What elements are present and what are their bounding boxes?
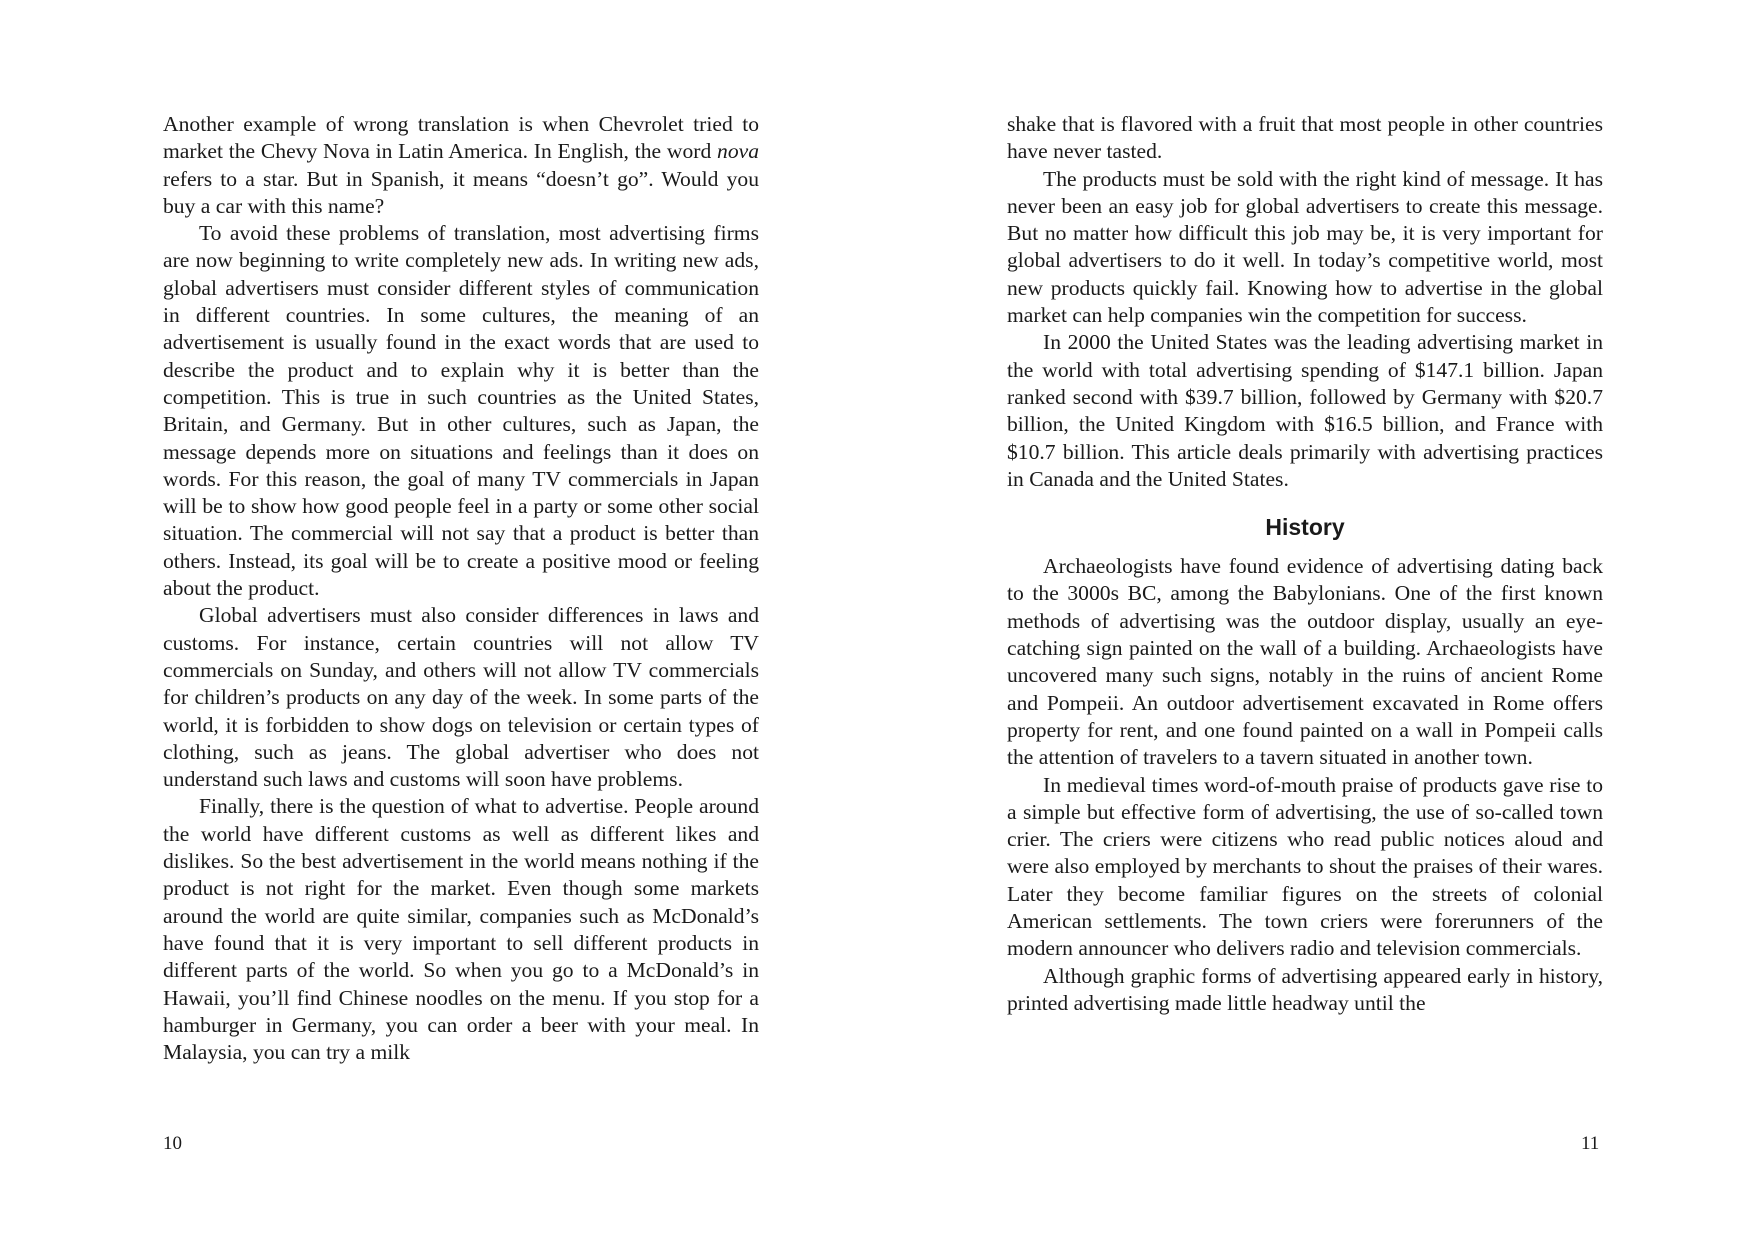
page-number-left: 10 <box>163 1133 182 1154</box>
paragraph-laws-customs: Global advertisers must also consider differences in laws and customs. For instance, certain countries will not allow TV commercials on Sunday, and others will not allow TV commercials for children’s products on any day of the week. In some parts of the world, it is forbidden to show dogs on television or certain types of clothing, such as jeans. The global advertiser who does not understand such laws and customs will soon have problems. <box>163 603 759 792</box>
paragraph-right-message: The products must be sold with the right kind of message. It has never been an easy job for global advertisers to create this message. But no matter how difficult this job may be, it is very important for global advertisers to do it well. In today’s competitive world, most new products quickly fail. Knowing how to advertise in the global market can help companies win the competition for success. <box>1007 166 1603 328</box>
italic-word: nova <box>717 139 759 164</box>
right-page <box>1007 111 1603 1017</box>
paragraph-town-crier: In medieval times word-of-mouth praise of products gave rise to a simple but effective form of advertising, the use of so-called town crier. The criers were citizens who read public notices aloud and were also employed by merchants to shout the praises of their wares. Later they become familiar figures on the streets of colonial American settlements. The town criers were forerunners of the modern announcer who delivers radio and television commercials. <box>1007 772 1603 961</box>
paragraph-translation-problems: To avoid these problems of translation, most advertising firms are now beginning to write completely new ads. In writing new ads, global advertisers must consider different styles of communication in different countries. In some cultures, the meaning of an advertisement is usually found in the exact words that are used to describe the product and to explain why it is better than the competition. This is true in such countries as the United States, Britain, and Germany. But in other cultures, such as Japan, the message depends more on situations and feelings than it does on words. For this reason, the goal of many TV commercials in Japan will be to show how good people feel in a party or some other social situation. The commercial will not say that a product is better than others. Instead, its goal will be to create a positive mood or feeling about the product. <box>163 221 759 601</box>
paragraph-text: Another example of wrong translation is when Chevrolet tried to market the Chevy Nova in Latin America. In English, the word <box>163 112 759 164</box>
paragraph-archaeologists: Archaeologists have found evidence of advertising dating back to the 3000s BC, among the Babylonians. One of the first known methods of advertising was the outdoor display, usually an eye-catching sign painted on the wall of a building. Archaeologists have uncovered many such signs, notably in the ruins of ancient Rome and Pompeii. An outdoor advertisement excavated in Rome offers property for rent, and one found painted on a wall in Pompeii calls the attention of travelers to a tavern situated in another town. <box>1007 554 1603 770</box>
section-title-history: History <box>1265 514 1345 541</box>
paragraph-what-to-advertise: Finally, there is the question of what to advertise. People around the world have different customs as well as different likes and dislikes. So the best advertisement in the world means nothing if the product is not right for the market. Even though some markets around the world are quite similar, companies such as McDonald’s have found that it is very important to sell different products in different parts of the world. So when you go to a McDonald’s in Hawaii, you’ll find Chinese noodles on the menu. If you stop for a hamburger in Germany, you can order a beer with your meal. In Malaysia, you can try a milk <box>163 794 759 1065</box>
paragraph-printed-advertising: Although graphic forms of advertising appeared early in history, printed advertising made little headway until the <box>1007 963 1603 1015</box>
paragraph-chevy-nova <box>163 111 759 220</box>
paragraph-text: refers to a star. But in Spanish, it means “doesn’t go”. Would you buy a car with this name? <box>163 166 759 218</box>
paragraph-spending-stats: In 2000 the United States was the leading advertising market in the world with total advertising spending of $147.1 billion. Japan ranked second with $39.7 billion, followed by Germany with $20.7 billion, the United Kingdom with $16.5 billion, and France with $10.7 billion. This article deals primarily with advertising practices in Canada and the United States. <box>1007 330 1603 491</box>
page-number-right: 11 <box>1581 1133 1600 1154</box>
paragraph-continuation: shake that is flavored with a fruit that most people in other countries have never tasted. <box>1007 112 1603 164</box>
left-page <box>163 111 759 1066</box>
